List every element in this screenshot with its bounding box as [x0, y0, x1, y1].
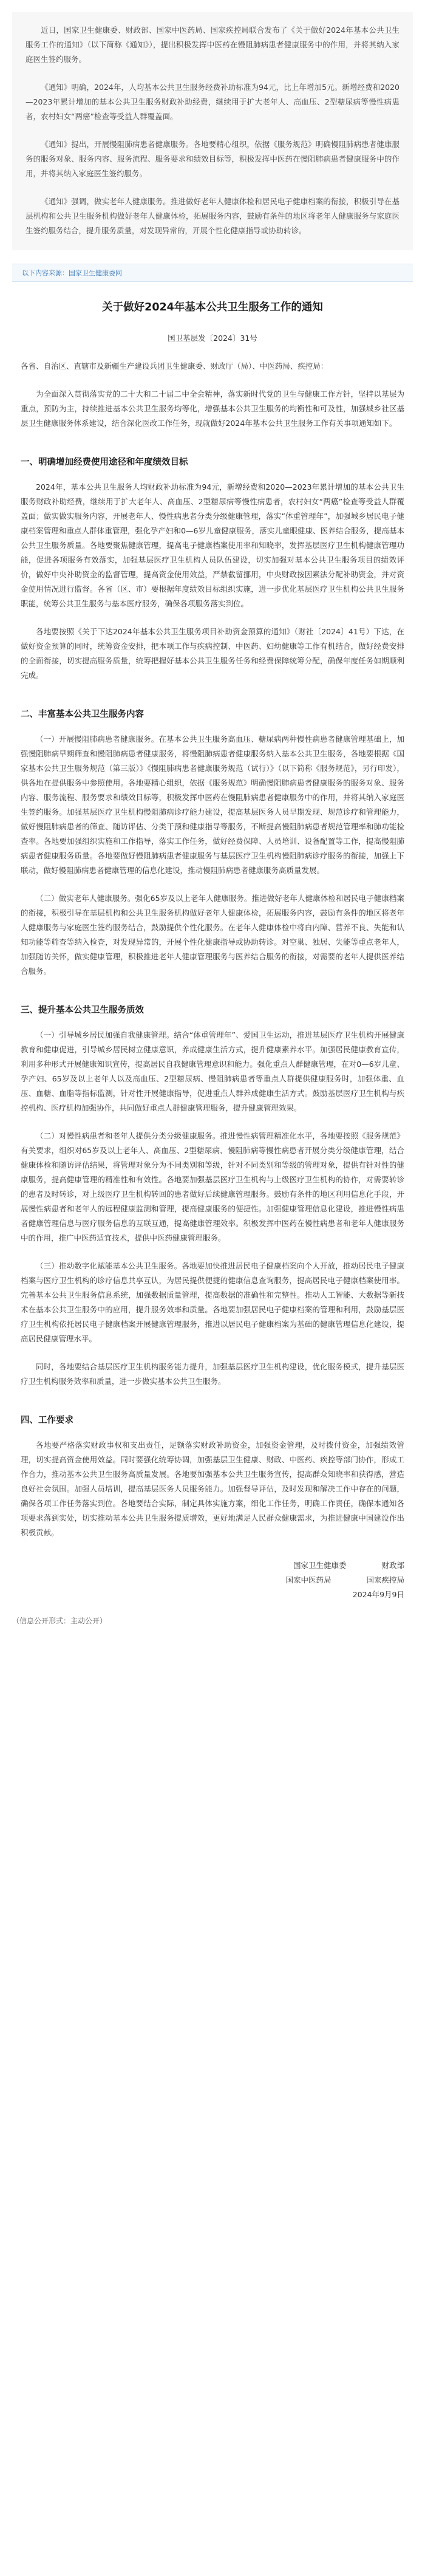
section-paragraph: 各地要按照《关于下达2024年基本公共卫生服务项目补助资金预算的通知》（财社〔2024〕41号）下达，在做好资金预算的同时，统筹资金安排，把本项工作与疾病控制、中医药、妇幼健康等工作有机结合，做好经费安排的全面衔接，切实提高服务质量，统筹把握好基本公共卫生服务任务和经费保障统筹分配，确保年度任务如期顺利完成。	[21, 627, 404, 680]
signature-block	[21, 1558, 404, 1602]
signature-issuer: 国家疾控局	[366, 1575, 404, 1584]
section-heading: 三、提升基本公共卫生服务质效	[21, 1005, 144, 1015]
summary-paragraph: 《通知》提出，开展慢阻肺病患者健康服务。各地要精心组织，依据《服务规范》明确慢阻肺病患者健康服务的服务对象、服务内容、服务流程、服务要求和绩效目标等，积极发挥中医药在慢阻肺病患者健康服务中的作用，并将其纳入家庭医生签约服务。	[25, 140, 399, 178]
section-paragraph: （一）引导城乡居民加强自我健康管理。结合“体重管理年”、爱国卫生运动，推进基层医疗卫生机构开展健康教育和健康促进，引导城乡居民树立健康意识，养成健康生活方式，提升健康素养水平。加强居民健康教育宣传，利用多种形式开展健康知识宣传，提高居民自我健康管理意识和能力。强化重点人群健康管理，在对0—6岁儿童、孕产妇、65岁及以上老年人以及高血压、2型糖尿病、慢阻肺病患者等重点人群提供健康服务时，加强体重、血压、血糖、血脂等指标监测，针对性开展健康指导，促进重点人群养成健康生活方式。鼓励基层医疗卫生机构与疾控机构、医疗机构加强协作，共同做好重点人群健康管理服务，提升健康管理效果。	[21, 1030, 404, 1112]
section-heading: 一、明确增加经费使用途径和年度绩效目标	[21, 457, 188, 467]
section-heading: 二、丰富基本公共卫生服务内容	[21, 710, 144, 719]
section-paragraph: （二）对慢性病患者和老年人提供分类分级健康服务。推进慢性病管理精准化水平，各地要按照《服务规范》有关要求，组织对65岁及以上老年人、高血压、2型糖尿病、慢阻肺病等慢性病患者开展分类分级健康管理，结合健康体检和随访评估结果，将管理对象分为不同类别和等级，针对不同类别和等级的管理对象，提供有针对性的健康服务，提高健康管理的精准性和有效性。各地要加强基层医疗卫生机构与上级医疗卫生机构的协作，对需要转诊的患者及时转诊，对上级医疗卫生机构转回的患者做好后续健康管理服务。鼓励有条件的地区利用信息化手段，开展慢性病患者和老年人的远程健康监测和管理，提高健康服务的便捷性。加强健康管理信息化建设，推进慢性病患者健康管理信息与医疗服务信息的互联互通，提高健康管理效率。积极发挥中医药在慢性病患者和老年人健康服务中的作用，推广中医药适宜技术，提供中医药健康管理服务。	[21, 1131, 404, 1242]
section-paragraph: 2024年，基本公共卫生服务人均财政补助标准为94元，新增经费和2020—2023年累计增加的基本公共卫生服务财政补助经费，继续用于扩大老年人、高血压、2型糖尿病等慢性病患者，农村妇女“两癌”检查等受益人群覆盖面；做实做实服务内容，开展老年人、慢性病患者分类分级健康管理，落实“体重管理年”，加强城乡居民电子健康档案管理和重点人群体重管理，强化孕产妇和0—6岁儿童健康服务，落实儿童眼健康、医养结合服务，提高基本公共卫生服务质量。各地要聚焦健康管理，提高电子健康档案使用率和知晓率，发挥基层医疗卫生机构健康管理功能，促进各项服务有效落实，加强基层医疗卫生机构人员队伍建设，切实加强对基本公共卫生服务项目的绩效评价，做好中央补助资金的监督管理，提高资金使用效益，严禁截留挪用，中央财政按因素法分配补助资金，并对资金使用情况进行监督。各省（区、市）要根据年度绩效目标组织实施，进一步优化基层医疗卫生机构公共卫生服务职能，统筹公共卫生服务与基本医疗服务，确保各项服务落实到位。	[21, 482, 404, 608]
section-paragraph: 同时，各地要结合基层医疗卫生机构服务能力提升，加强基层医疗卫生机构建设，优化服务模式，提升基层医疗卫生机构服务效率和质量，进一步做实基本公共卫生服务。	[21, 1362, 404, 1386]
intro-paragraph: 为全面深入贯彻落实党的二十大和二十届二中全会精神，落实新时代党的卫生与健康工作方针，坚持以基层为重点，预防为主，持续推进基本公共卫生服务均等化，增强基本公共卫生服务的均衡性和可及性，加强城乡社区基层卫生健康服务体系建设，结合深化医改工作任务，现就做好2024年基本公共卫生服务工作有关事项通知如下。	[21, 389, 404, 428]
section-heading: 四、工作要求	[21, 1416, 73, 1425]
document-number: 国卫基层发〔2024〕31号	[168, 334, 257, 343]
summary-paragraph: 《通知》强调，做实老年人健康服务。推进做好老年人健康体检和居民电子健康档案的衔接，积极引导在基层机构和公共卫生服务机构做好老年人健康体检，拓展服务内容，鼓励有条件的地区将老年人健康服务与家庭医生签约服务结合，提升服务质量，对发现异常的，开展个性化健康指导或协助转诊。	[25, 197, 399, 235]
summary-paragraph: 《通知》明确，2024年，人均基本公共卫生服务经费补助标准为94元，比上年增加5元。新增经费和2020—2023年累计增加的基本公共卫生服务财政补助经费，继续用于扩大老年人、高血压、2型糖尿病等慢性病患者，农村妇女“两癌”检查等受益人群覆盖面。	[25, 83, 399, 121]
summary-paragraph: 近日，国家卫生健康委、财政部、国家中医药局、国家疾控局联合发布了《关于做好2024年基本公共卫生服务工作的通知》（以下简称《通知》），提出积极发挥中医药在慢阻肺病患者健康服务中的作用，并将其纳入家庭医生签约服务。	[25, 26, 399, 64]
section-paragraph: （一）开展慢阻肺病患者健康服务。在基本公共卫生服务高血压、糖尿病两种慢性病患者健康管理基础上，加强慢阻肺病早期筛查和慢阻肺病患者健康服务，将慢阻肺病患者健康服务纳入基本公共卫生服务，各地要根据《国家基本公共卫生服务规范（第三版）》《慢阻肺病患者健康服务规范（试行）》（以下简称《服务规范》，另行印发），供各地在提供服务中参照使用。各地要精心组织，依据《服务规范》明确慢阻肺病患者健康服务的服务对象、服务内容、服务流程、服务要求和绩效目标等，积极发挥中医药在慢阻肺病患者健康服务中的作用，并将其纳入家庭医生签约服务。加强基层医疗卫生机构慢阻肺病诊疗能力建设，提高基层医务人员早期发现、规范诊疗和管理能力，做好慢阻肺病患者的筛查、随访评估、分类干预和健康指导等服务，不断提高慢阻肺病患者规范管理率和肺功能检查率。各地要加强组织实施和工作指导，落实工作任务，做好经费保障、人员培训、设备配置等工作，提高慢阻肺病患者健康服务质量。各地要做好慢阻肺病患者健康服务与基层医疗卫生机构慢阻肺病诊疗服务的衔接，加强上下联动，做好慢阻肺病患者健康管理的信息化建设，推动慢阻肺病患者健康服务高质量发展。	[21, 735, 404, 875]
article	[0, 299, 425, 1602]
signature-issuer: 财政部	[381, 1561, 404, 1570]
section-paragraph: 各地要严格落实财政事权和支出责任，足额落实财政补助资金，加强资金管理，及时拨付资金，加强绩效管理，切实提高资金使用效益。同时要强化统筹协调，加强基层卫生健康、财政、中医药、疾控等部门协作，形成工作合力，推动基本公共卫生服务高质量发展。各地要加强基本公共卫生服务宣传，提高群众知晓率和获得感，营造良好社会氛围。加强人员培训，提高基层医务人员服务能力。加强督导评估，及时发现和解决工作中存在的问题，确保各项工作任务落实到位。各地要结合实际，制定具体实施方案，细化工作任务，明确工作责任，确保本通知各项要求落到实处，切实推动基本公共卫生服务提质增效，更好地满足人民群众健康需求，为推进健康中国建设作出积极贡献。	[21, 1440, 404, 1537]
signature-date: 2024年9月9日	[352, 1590, 404, 1599]
article-title: 关于做好2024年基本公共卫生服务工作的通知	[102, 301, 323, 313]
signature-row	[21, 1558, 404, 1573]
disclosure-note: （信息公开形式：主动公开）	[12, 1617, 107, 1625]
signature-issuer: 国家卫生健康委	[293, 1561, 347, 1570]
summary-box	[12, 12, 413, 250]
source-bar: 以下内容来源：国家卫生健康委网	[12, 264, 413, 282]
section-paragraph: （三）推动数字化赋能基本公共卫生服务。各地要加快推进居民电子健康档案向个人开放，推动居民电子健康档案与医疗卫生机构的诊疗信息共享互认，为居民提供便捷的健康信息查询服务，提高居民电子健康档案使用率。完善基本公共卫生服务信息系统，加强数据质量管理，提高数据的准确性和完整性。推动人工智能、大数据等新技术在基本公共卫生服务中的应用，提升服务效率和质量。各地要加强居民电子健康档案的管理和利用，鼓励基层医疗卫生机构依托居民电子健康档案开展健康管理服务，推进以居民电子健康档案为基础的健康管理信息化建设，提高居民健康管理水平。	[21, 1261, 404, 1343]
signature-issuer: 国家中医药局	[285, 1575, 332, 1584]
signature-row	[21, 1573, 404, 1588]
section-paragraph: （二）做实老年人健康服务。强化65岁及以上老年人健康服务。推进做好老年人健康体检和居民电子健康档案的衔接，积极引导在基层机构和公共卫生服务机构做好老年人健康体检，拓展服务内容，鼓励有条件的地区将老年人健康服务与家庭医生签约服务结合，鼓励提供个性化服务。在老年人健康体检中将白内障、营养不良、失能和认知功能等筛查等纳入检查，对发现异常的，开展个性化健康指导或协助转诊。对空巢、独居、失能等重点老年人，加强随访关怀，做实健康管理，积极推进老年人健康管理服务与医养结合服务的衔接，对需要的老年人提供医养结合服务。	[21, 894, 404, 976]
addressee: 各省、自治区、直辖市及新疆生产建设兵团卫生健康委、财政厅（局）、中医药局、疾控局：	[21, 361, 328, 371]
